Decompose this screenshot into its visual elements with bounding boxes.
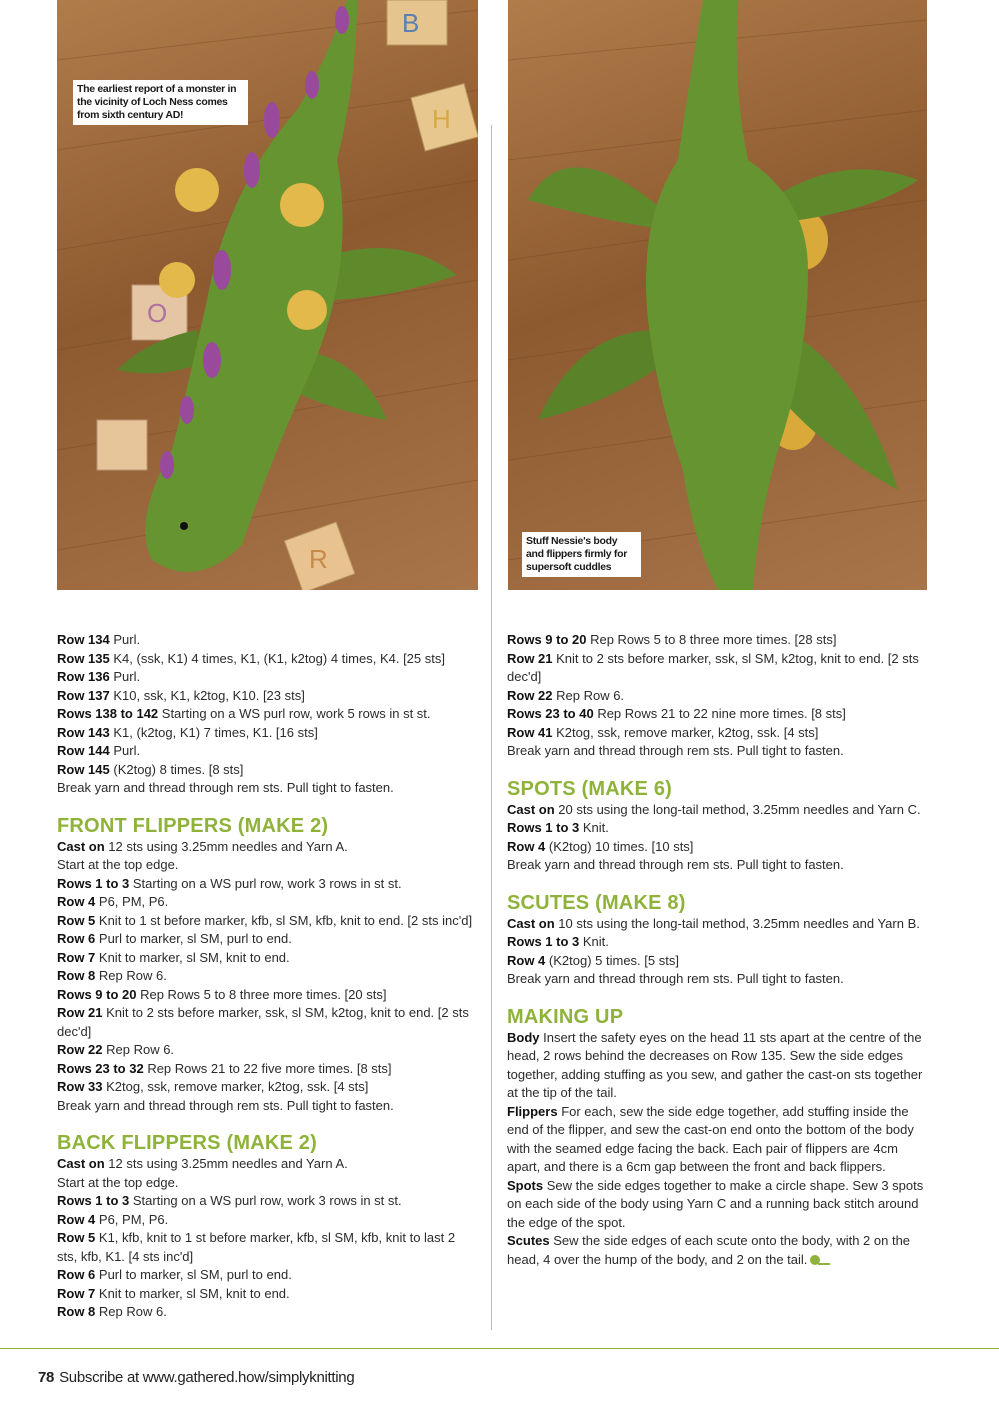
row-text: K2tog, ssk, remove marker, k2tog, ssk. [4 sts] bbox=[102, 1079, 369, 1094]
row-label: Row 5 bbox=[57, 912, 96, 928]
pattern-row bbox=[507, 1103, 929, 1177]
row-text: Purl. bbox=[109, 743, 141, 758]
row-text: Start at the top edge. bbox=[57, 1174, 179, 1190]
row-text: Break yarn and thread through rem sts. Pull tight to fasten. bbox=[507, 743, 844, 758]
pattern-row bbox=[57, 1285, 477, 1304]
pattern-row bbox=[57, 779, 477, 798]
pattern-row bbox=[57, 650, 477, 669]
pattern-row bbox=[507, 838, 929, 857]
pattern-row bbox=[57, 631, 477, 650]
row-text: (K2tog) 8 times. [8 sts] bbox=[109, 761, 244, 777]
row-text: 12 sts using 3.25mm needles and Yarn A. bbox=[104, 1156, 348, 1171]
pattern-row bbox=[57, 1266, 477, 1285]
yarn-ball-end-icon bbox=[810, 1255, 820, 1265]
pattern-row bbox=[507, 952, 929, 971]
scutes-section bbox=[507, 915, 929, 989]
toy-block bbox=[411, 84, 478, 151]
section-heading-front-flippers: FRONT FLIPPERS (MAKE 2) bbox=[57, 814, 329, 837]
svg-text:H: H bbox=[432, 104, 451, 134]
row-label: Row 6 bbox=[57, 931, 96, 946]
body-rows-section bbox=[57, 631, 477, 798]
row-label: Row 4 bbox=[507, 952, 546, 968]
back-flippers-continued bbox=[507, 631, 929, 761]
row-label: Row 137 bbox=[57, 687, 110, 703]
row-label: Cast on bbox=[57, 1156, 105, 1171]
pattern-row bbox=[57, 1211, 477, 1230]
pattern-row bbox=[507, 819, 929, 838]
pattern-row bbox=[507, 687, 929, 706]
row-text: 20 sts using the long-tail method, 3.25mm needles and Yarn C. bbox=[554, 801, 921, 817]
pattern-row bbox=[507, 631, 929, 650]
pattern-row bbox=[507, 915, 929, 934]
row-label: Row 5 bbox=[57, 1230, 96, 1245]
row-label: Row 33 bbox=[57, 1079, 103, 1094]
pattern-row bbox=[57, 912, 477, 931]
row-label: Row 41 bbox=[507, 724, 553, 740]
row-text: Rep Row 6. bbox=[95, 1304, 167, 1319]
row-text: Rep Row 6. bbox=[102, 1042, 175, 1057]
row-text: Knit. bbox=[579, 820, 609, 835]
row-label: Row 144 bbox=[57, 743, 110, 758]
row-text: Rep Rows 5 to 8 three more times. [28 sts] bbox=[586, 632, 837, 647]
row-text: For each, sew the side edge together, add stuffing inside the end of the flipper, and sew the cast-on end onto the bottom of the body with the seamed edge facing the back. Each pair of flippers are 4cm apart, and there is a 6cm gap between the front and back flippers. bbox=[507, 1103, 914, 1174]
row-text: P6, PM, P6. bbox=[95, 894, 169, 909]
row-label: Row 135 bbox=[57, 650, 110, 666]
row-label: Row 143 bbox=[57, 724, 110, 740]
pattern-row bbox=[507, 1177, 929, 1233]
making-up-section bbox=[507, 1029, 929, 1270]
pattern-row bbox=[507, 705, 929, 724]
row-text: Knit. bbox=[579, 934, 609, 949]
row-label: Cast on bbox=[507, 915, 555, 931]
pattern-row bbox=[57, 705, 477, 724]
row-label: Rows 1 to 3 bbox=[507, 934, 580, 949]
row-label: Row 4 bbox=[57, 1211, 96, 1227]
footer-rule bbox=[0, 1348, 999, 1349]
front-flippers-section bbox=[57, 838, 477, 1116]
pattern-row bbox=[507, 970, 929, 989]
row-label: Cast on bbox=[507, 801, 555, 817]
row-text: P6, PM, P6. bbox=[95, 1211, 169, 1227]
row-text: 10 sts using the long-tail method, 3.25mm needles and Yarn B. bbox=[554, 915, 920, 931]
photo-nessie-underside bbox=[508, 0, 927, 590]
page-footer bbox=[38, 1369, 354, 1386]
row-label: Rows 23 to 32 bbox=[57, 1060, 144, 1076]
row-label: Row 7 bbox=[57, 1285, 96, 1301]
row-label: Rows 9 to 20 bbox=[57, 986, 137, 1002]
pattern-row bbox=[57, 893, 477, 912]
row-label: Row 8 bbox=[57, 968, 96, 983]
pattern-column-left bbox=[57, 631, 477, 1322]
row-text: Break yarn and thread through rem sts. Pull tight to fasten. bbox=[507, 971, 844, 986]
row-text: Purl. bbox=[109, 632, 141, 647]
row-label: Row 22 bbox=[507, 687, 553, 703]
row-text: Knit to marker, sl SM, knit to end. bbox=[95, 1285, 290, 1301]
pattern-row bbox=[57, 856, 477, 875]
pattern-row bbox=[57, 724, 477, 743]
row-label: Row 4 bbox=[507, 838, 546, 854]
pattern-row bbox=[57, 838, 477, 857]
row-label: Row 4 bbox=[57, 894, 96, 909]
row-label: Scutes bbox=[507, 1233, 550, 1248]
svg-text:R: R bbox=[309, 544, 328, 574]
row-text: Insert the safety eyes on the head 11 sts apart at the centre of the head, 2 rows behind the decreases on Row 135. Sew the side edges together, adding stuffing as you sew, and gather the cast-on sts together at the tip of the tail. bbox=[507, 1029, 923, 1100]
pattern-row bbox=[57, 1004, 477, 1041]
row-label: Spots bbox=[507, 1177, 544, 1193]
row-text: 12 sts using 3.25mm needles and Yarn A. bbox=[104, 838, 348, 854]
pattern-row bbox=[57, 1192, 477, 1211]
row-text: Knit to 2 sts before marker, ssk, sl SM, k2tog, knit to end. [2 sts dec'd] bbox=[507, 650, 919, 684]
row-label: Flippers bbox=[507, 1103, 558, 1119]
pattern-row bbox=[57, 1060, 477, 1079]
row-text: Purl to marker, sl SM, purl to end. bbox=[95, 931, 292, 946]
row-text: Rep Row 6. bbox=[552, 687, 625, 703]
pattern-row bbox=[57, 1174, 477, 1193]
row-label: Row 6 bbox=[57, 1267, 96, 1282]
pattern-row bbox=[507, 801, 929, 820]
section-heading-making-up: MAKING UP bbox=[507, 1005, 624, 1028]
toy-block bbox=[97, 420, 147, 470]
nessie-illustration-right bbox=[508, 0, 927, 590]
photo-caption: The earliest report of a monster in the vicinity of Loch Ness comes from sixth century AD! bbox=[73, 80, 248, 125]
row-text: Knit to 1 st before marker, kfb, sl SM, kfb, knit to end. [2 sts inc'd] bbox=[95, 912, 473, 928]
row-label: Rows 1 to 3 bbox=[57, 1193, 130, 1208]
pattern-row bbox=[57, 742, 477, 761]
row-label: Row 136 bbox=[57, 669, 110, 684]
row-text: Starting on a WS purl row, work 3 rows in st st. bbox=[129, 875, 402, 891]
row-label: Rows 1 to 3 bbox=[507, 820, 580, 835]
pattern-row bbox=[57, 875, 477, 894]
row-label: Row 7 bbox=[57, 949, 96, 965]
svg-text:B: B bbox=[402, 8, 420, 38]
pattern-row bbox=[507, 1232, 929, 1269]
pattern-row bbox=[57, 1041, 477, 1060]
pattern-row bbox=[507, 933, 929, 952]
row-text: Break yarn and thread through rem sts. Pull tight to fasten. bbox=[57, 1097, 394, 1113]
pattern-row bbox=[57, 1303, 477, 1322]
row-label: Rows 23 to 40 bbox=[507, 706, 594, 721]
pattern-row bbox=[507, 856, 929, 875]
pattern-row bbox=[57, 986, 477, 1005]
row-text: K1, (k2tog, K1) 7 times, K1. [16 sts] bbox=[109, 724, 318, 740]
pattern-row bbox=[57, 967, 477, 986]
section-heading-spots: SPOTS (MAKE 6) bbox=[507, 777, 673, 800]
row-text: Starting on a WS purl row, work 3 rows in st st. bbox=[129, 1193, 402, 1208]
row-text: Rep Rows 21 to 22 nine more times. [8 sts] bbox=[593, 706, 846, 721]
row-text: Knit to 2 sts before marker, ssk, sl SM, k2tog, knit to end. [2 sts dec'd] bbox=[57, 1005, 469, 1039]
row-text: Start at the top edge. bbox=[57, 857, 179, 872]
row-label: Body bbox=[507, 1029, 540, 1045]
pattern-row bbox=[57, 1155, 477, 1174]
row-text: K4, (ssk, K1) 4 times, K1, (K1, k2tog) 4 times, K4. [25 sts] bbox=[109, 650, 445, 666]
row-text: Starting on a WS purl row, work 5 rows in st st. bbox=[158, 706, 431, 721]
row-text: K10, ssk, K1, k2tog, K10. [23 sts] bbox=[109, 687, 305, 703]
row-text: Sew the side edges of each scute onto the body, with 2 on the head, 4 over the hump of the body, and 2 on the tail. bbox=[507, 1233, 911, 1267]
row-label: Rows 138 to 142 bbox=[57, 706, 159, 721]
row-text: Rep Row 6. bbox=[95, 968, 167, 983]
row-label: Row 145 bbox=[57, 761, 110, 777]
row-text: K2tog, ssk, remove marker, k2tog, ssk. [4 sts] bbox=[552, 724, 819, 740]
pattern-row bbox=[507, 724, 929, 743]
row-label: Row 21 bbox=[57, 1005, 103, 1020]
row-text: Rep Rows 5 to 8 three more times. [20 sts] bbox=[136, 986, 387, 1002]
toy-block bbox=[387, 0, 447, 45]
photo-caption: Stuff Nessie's body and flippers firmly for supersoft cuddles bbox=[522, 532, 641, 577]
row-label: Row 21 bbox=[507, 650, 553, 666]
row-label: Rows 9 to 20 bbox=[507, 632, 587, 647]
row-text: K1, kfb, knit to 1 st before marker, kfb, sl SM, kfb, knit to last 2 sts, kfb, K1. [4 sts inc'd] bbox=[57, 1230, 456, 1264]
row-text: Purl. bbox=[109, 669, 141, 684]
pattern-row bbox=[507, 650, 929, 687]
toy-block bbox=[284, 522, 354, 590]
page-number: 78 bbox=[38, 1369, 55, 1386]
pattern-row bbox=[57, 1097, 477, 1116]
pattern-row bbox=[57, 949, 477, 968]
section-heading-scutes: SCUTES (MAKE 8) bbox=[507, 891, 686, 914]
row-label: Row 22 bbox=[57, 1042, 103, 1057]
spots-section bbox=[507, 801, 929, 875]
row-label: Rows 1 to 3 bbox=[57, 875, 130, 891]
pattern-row bbox=[507, 1029, 929, 1103]
pattern-row bbox=[57, 930, 477, 949]
row-label: Row 134 bbox=[57, 632, 110, 647]
row-text: Rep Rows 21 to 22 five more times. [8 sts] bbox=[143, 1060, 392, 1076]
row-text: Sew the side edges together to make a circle shape. Sew 3 spots on each side of the body using Yarn C and a running back stitch around the edge of the spot. bbox=[507, 1177, 924, 1230]
pattern-column-right bbox=[507, 631, 929, 1269]
pattern-row bbox=[507, 742, 929, 761]
pattern-row bbox=[57, 1078, 477, 1097]
section-heading-back-flippers: BACK FLIPPERS (MAKE 2) bbox=[57, 1132, 317, 1154]
row-text: Knit to marker, sl SM, knit to end. bbox=[95, 949, 290, 965]
pattern-row bbox=[57, 761, 477, 780]
pattern-row bbox=[57, 687, 477, 706]
pattern-row bbox=[57, 668, 477, 687]
row-text: (K2tog) 5 times. [5 sts] bbox=[545, 952, 679, 968]
svg-text:O: O bbox=[147, 298, 168, 328]
row-text: Break yarn and thread through rem sts. Pull tight to fasten. bbox=[57, 780, 394, 795]
row-text: (K2tog) 10 times. [10 sts] bbox=[545, 838, 694, 854]
row-label: Row 8 bbox=[57, 1304, 96, 1319]
back-flippers-section bbox=[57, 1155, 477, 1322]
row-text: Break yarn and thread through rem sts. Pull tight to fasten. bbox=[507, 857, 844, 872]
row-text: Purl to marker, sl SM, purl to end. bbox=[95, 1267, 292, 1282]
row-label: Cast on bbox=[57, 838, 105, 854]
subscribe-link[interactable]: Subscribe at www.gathered.how/simplyknitting bbox=[59, 1369, 355, 1386]
pattern-row bbox=[57, 1229, 477, 1266]
column-divider bbox=[491, 125, 492, 1330]
